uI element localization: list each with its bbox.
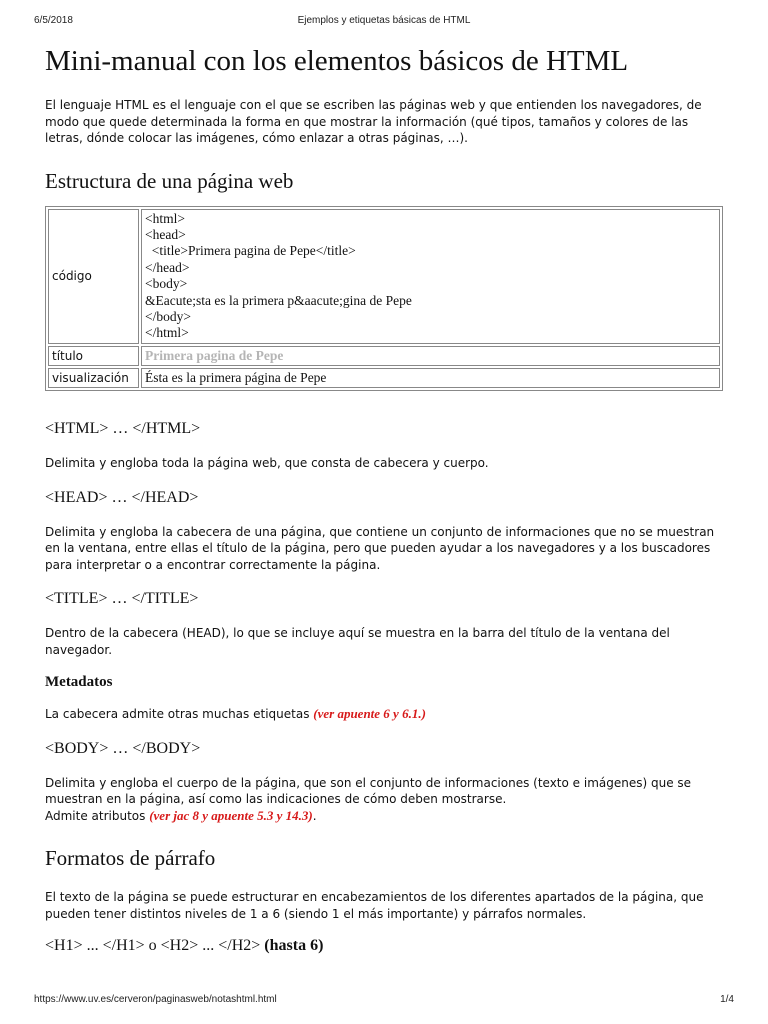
code-line: <title>Primera pagina de Pepe</title> xyxy=(145,243,356,259)
print-doc-title: Ejemplos y etiquetas básicas de HTML xyxy=(297,15,471,26)
body-attr-label: Admite atributos xyxy=(45,808,150,823)
table-row-title xyxy=(48,346,720,366)
print-url: https://www.uv.es/cerveron/paginasweb/notashtml.html xyxy=(34,994,277,1005)
h-tags-heading-main: <H1> ... </H1> o <H2> ... </H2> xyxy=(45,937,261,955)
head-tag-text: Delimita y engloba la cabecera de una página, que contiene un conjunto de informaciones que no se muestran en la ventana, entre ellas el título de la página, pero que pueden ayudar a los navegadores y a los buscadores para interpretar o a encontrar correctamente la página. xyxy=(45,524,715,572)
metadata-text-body: La cabecera admite otras muchas etiquetas xyxy=(45,707,314,722)
print-page-number: 1/4 xyxy=(720,994,734,1005)
title-value: Primera pagina de Pepe xyxy=(141,346,720,366)
code-line: <html> xyxy=(145,210,185,226)
h-tags-heading xyxy=(45,936,725,956)
code-sample xyxy=(141,209,720,344)
code-label: código xyxy=(48,209,139,344)
title-tag-heading: <TITLE> … </TITLE> xyxy=(45,590,199,608)
html-tag-text: Delimita y engloba toda la página web, que consta de cabecera y cuerpo. xyxy=(45,456,489,471)
code-line: </body> xyxy=(145,308,191,324)
print-footer xyxy=(34,994,734,1008)
metadata-reference-link[interactable]: (ver apuente 6 y 6.1.) xyxy=(313,706,426,722)
paragraph-formats-heading: Formatos de párrafo xyxy=(45,846,216,871)
body-attr-text xyxy=(45,808,725,825)
code-line: </head> xyxy=(145,259,190,275)
display-label: visualización xyxy=(48,368,139,388)
code-line: <head> xyxy=(145,226,186,242)
h-tags-heading-suffix: (hasta 6) xyxy=(260,937,324,955)
code-line: </html> xyxy=(145,325,189,341)
paragraph-formats-text: El texto de la página se puede estructurar en encabezamientos de los diferentes apartados de la página, que pueden tener distintos niveles de 1 a 6 (siendo 1 el más importante) y párrafos normales. xyxy=(45,890,704,921)
code-line: <body> xyxy=(145,276,188,292)
body-tag-heading: <BODY> … </BODY> xyxy=(45,739,201,757)
body-attr-end: . xyxy=(312,808,317,823)
print-date: 6/5/2018 xyxy=(34,15,73,26)
html-tag-heading: <HTML> … </HTML> xyxy=(45,420,201,438)
code-line: &Eacute;sta es la primera p&aacute;gina de Pepe xyxy=(145,292,412,308)
structure-table xyxy=(45,206,723,392)
structure-heading: Estructura de una página web xyxy=(45,168,294,193)
title-label: título xyxy=(48,346,139,366)
title-tag-text: Dentro de la cabecera (HEAD), lo que se incluye aquí se muestra en la barra del título de la ventana del navegador. xyxy=(45,626,670,657)
table-row-code xyxy=(48,209,720,344)
metadata-heading: Metadatos xyxy=(45,674,113,691)
intro-paragraph: El lenguaje HTML es el lenguaje con el que se escriben las páginas web y que entienden los navegadores, de modo que quede determinada la forma en que mostrar la información (qué tipos, tamaños y colores de las letras, dónde colocar las imágenes, cómo enlazar a otras páginas, …). xyxy=(45,98,702,145)
display-value: Ésta es la primera página de Pepe xyxy=(141,368,720,388)
table-row-display xyxy=(48,368,720,388)
metadata-text xyxy=(45,706,725,723)
body-attr-reference-link[interactable]: (ver jac 8 y apuente 5.3 y 14.3) xyxy=(149,807,313,823)
page-title: Mini-manual con los elementos básicos de HTML xyxy=(45,45,629,77)
document-content xyxy=(45,40,725,956)
print-header xyxy=(34,15,734,29)
head-tag-heading: <HEAD> … </HEAD> xyxy=(45,488,199,506)
body-tag-text: Delimita y engloba el cuerpo de la página, que son el conjunto de informaciones (texto e imágenes) que se muestran en la página, así como las indicaciones de cómo deben mostrarse. xyxy=(45,775,692,807)
